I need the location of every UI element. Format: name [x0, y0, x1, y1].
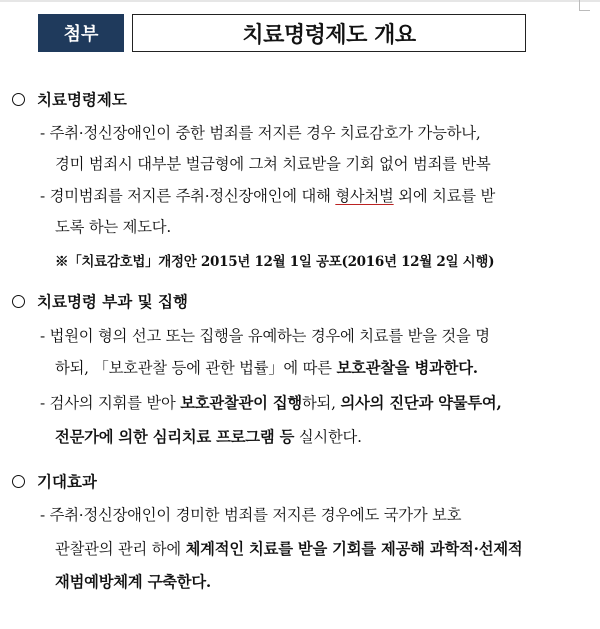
- paragraph-line: [55, 537, 522, 559]
- text-run: - 경미범죄를 저지른 주취·정신장애인에 대해: [40, 187, 336, 205]
- bold-text: 전문가에 의한 심리치료 프로그램 등: [55, 428, 295, 446]
- section-heading-expected-effects: [12, 470, 97, 492]
- text-run: 실시한다.: [294, 428, 362, 446]
- bold-text: 재범예방체계 구축한다.: [55, 573, 212, 591]
- text-run: - 검사의 지휘를 받아: [40, 394, 181, 412]
- bullet-circle-icon: [12, 93, 25, 106]
- page-top-border: [0, 0, 600, 2]
- paragraph-line: [40, 184, 495, 206]
- bold-text: 보호관찰관이 집행: [180, 394, 302, 412]
- paragraph-line: [55, 570, 211, 592]
- footnote: ※「치료감호법」개정안 2015년 12월 1일 공포(2016년 12월 2일 시행): [55, 254, 495, 270]
- bold-text: 보호관찰을 병과한다.: [336, 359, 478, 377]
- bullet-circle-icon: [12, 295, 25, 308]
- attachment-badge: 첨부: [38, 14, 124, 52]
- underlined-text: 형사처벌: [335, 187, 394, 205]
- document-header: [38, 14, 526, 52]
- section-heading-text: 기대효과: [37, 472, 97, 491]
- document-title: 치료명령제도 개요: [132, 14, 526, 52]
- paragraph-line: - 법원이 형의 선고 또는 집행을 유예하는 경우에 치료를 받을 것을 명: [40, 327, 490, 345]
- paragraph-line: [40, 391, 502, 413]
- paragraph-line: [55, 425, 362, 447]
- text-run: 관찰관의 관리 하에: [55, 540, 186, 558]
- section-heading-text: 치료명령제도: [37, 90, 127, 109]
- page-corner-mark: [579, 0, 590, 11]
- paragraph-line: 경미 범죄시 대부분 벌금형에 그쳐 치료받을 기회 없어 범죄를 반복: [55, 155, 491, 173]
- paragraph-line: [55, 356, 478, 378]
- section-heading-treatment-order: [12, 88, 127, 110]
- text-run: 하되, 「보호관찰 등에 관한 법률」에 따른: [55, 359, 337, 377]
- paragraph-line: - 주취·정신장애인이 중한 범죄를 저지른 경우 치료감호가 가능하나,: [40, 124, 481, 142]
- paragraph-line: - 주취·정신장애인이 경미한 범죄를 저지른 경우에도 국가가 보호: [40, 506, 462, 524]
- bold-text: 체계적인 치료를 받을 기회를 제공해 과학적·선제적: [185, 540, 523, 558]
- section-heading-imposition: [12, 290, 188, 312]
- text-run: 외에 치료를 받: [393, 187, 496, 205]
- bullet-circle-icon: [12, 475, 25, 488]
- paragraph-line: 도록 하는 제도다.: [55, 218, 172, 236]
- bold-text: 의사의 진단과 약물투여,: [340, 394, 502, 412]
- text-run: 하되,: [301, 394, 341, 412]
- section-heading-text: 치료명령 부과 및 집행: [37, 292, 188, 311]
